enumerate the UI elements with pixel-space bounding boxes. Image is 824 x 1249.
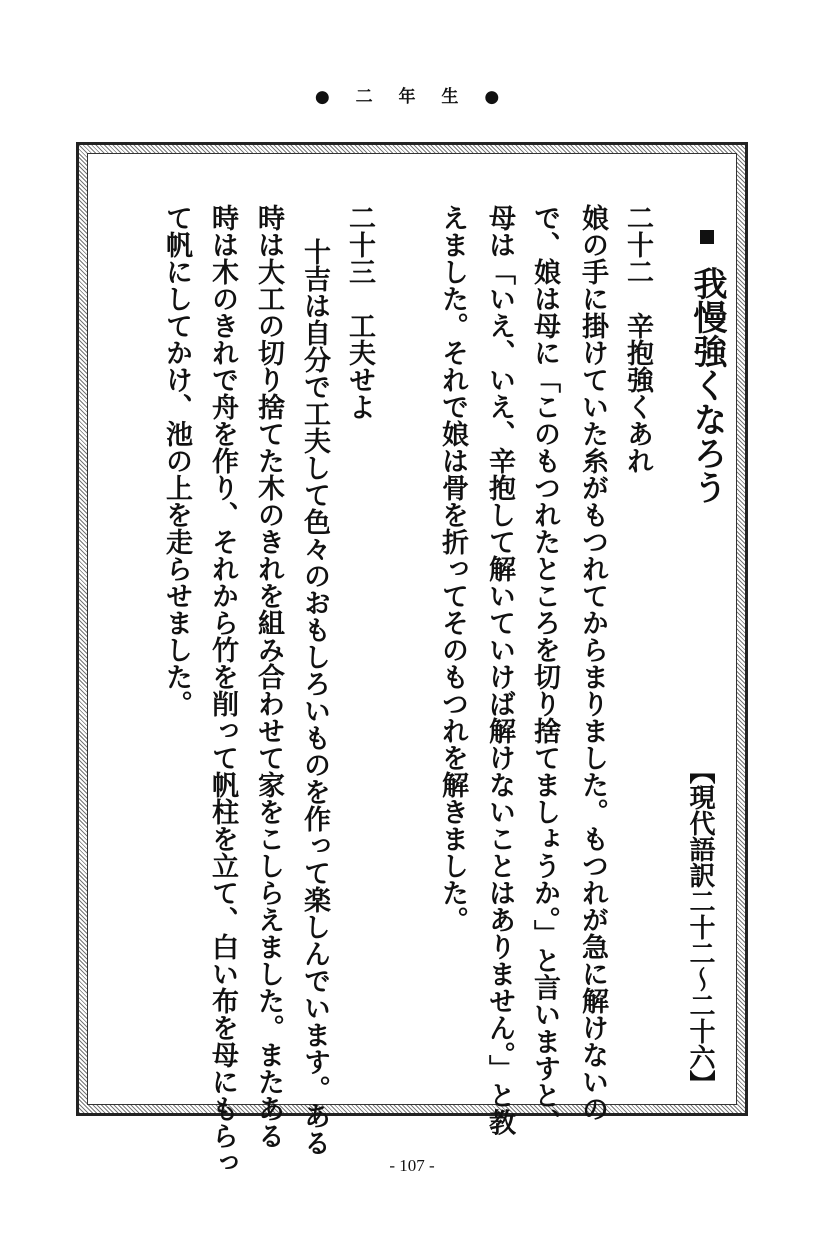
body-line: 母は「いえ、いえ、辛抱して解いていけば解けないことはありません。」と教 bbox=[484, 204, 515, 1136]
body-line: 時は大工の切り捨てた木のきれを組み合わせて家をこしらえました。またある bbox=[253, 204, 284, 1149]
body-line: えました。それで娘は骨を折ってそのもつれを解きました。 bbox=[437, 204, 468, 933]
body-line: で、娘は母に「このもつれたところを切り捨てましょうか。」と言いますと、 bbox=[529, 204, 560, 1136]
running-header: ● 二 年 生 ● bbox=[314, 87, 510, 107]
page-number: - 107 - bbox=[389, 1156, 435, 1175]
section-title-text: 我慢強くなろう bbox=[687, 265, 727, 504]
subheading-22: 二十二 辛抱強くあれ bbox=[622, 204, 653, 474]
body-line: 時は木のきれで舟を作り、それから竹を削って帆柱を立て、白い布を母にもらっ bbox=[207, 204, 238, 1176]
subheading-23: 二十三 工夫せよ bbox=[344, 204, 375, 420]
section-label: 【現代語訳二十二～二十六】 bbox=[685, 758, 715, 1096]
body-line: て帆にしてかけ、池の上を走らせました。 bbox=[161, 204, 192, 717]
square-bullet-icon bbox=[700, 230, 714, 244]
body-line: 娘の手に掛けていた糸がもつれてからまりました。もつれが急に解けないの bbox=[577, 204, 608, 1122]
section-title bbox=[680, 230, 734, 504]
body-line: 十吉は自分で工夫して色々のおもしろいものを作って楽しんでいます。ある bbox=[299, 238, 330, 1156]
